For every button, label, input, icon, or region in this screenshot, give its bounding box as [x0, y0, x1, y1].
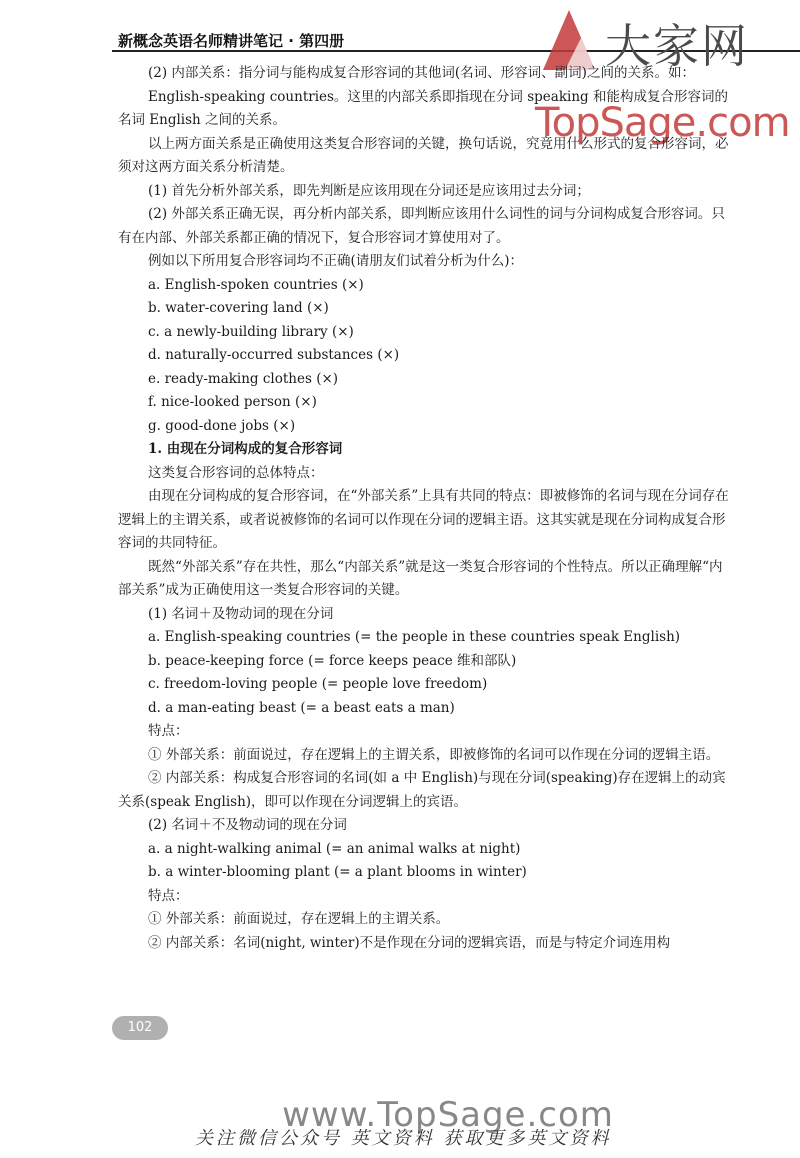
list-item: d. naturally-occurred substances (×)	[148, 347, 400, 363]
footer-note: 关注微信公众号 英文资料 获取更多英文资料	[195, 1128, 612, 1149]
list-item: a. English-speaking countries (= the people in these countries speak English)	[148, 629, 681, 645]
page-body	[118, 62, 730, 955]
list-item: a. a night-walking animal (= an animal walks at night)	[148, 840, 521, 857]
list-item: a. English-spoken countries (×)	[148, 276, 364, 293]
feature-internal: ② 内部关系：构成复合形容词的名词(如 a 中 English)与现在分词(speaking)存在逻辑上的动宾关系(speak English)，即可以作现在分词逻辑上的宾语。	[118, 770, 726, 810]
logo-url-text: TopSage.com	[535, 100, 790, 146]
paragraph-wrong-intro: 例如以下所用复合形容词均不正确(请朋友们试着分析为什么)：	[148, 253, 524, 269]
paragraph-example-explanation: English-speaking countries。这里的内部关系即指现在分词 speaking 和能构成复合形容词的名词 English 之间的关系。	[118, 88, 728, 128]
features-label: 特点：	[148, 887, 189, 904]
footer-url: www.TopSage.com	[282, 1095, 614, 1135]
features-label: 特点：	[148, 723, 189, 739]
logo-brand-text: 大家网	[605, 19, 749, 73]
list-item: b. water-covering land (×)	[148, 300, 329, 316]
feature-internal: ② 内部关系：名词(night, winter)不是作现在分词的逻辑宾语，而是与特定介词连用构	[148, 934, 671, 951]
paragraph-overall-features: 这类复合形容词的总体特点：	[148, 464, 324, 481]
paragraph-internal-key: 既然“外部关系”存在共性，那么“内部关系”就是这一类复合形容词的个性特点。所以正确理解“内部关系”成为正确使用这一类复合形容词的关键。	[118, 558, 723, 598]
paragraph-step-2: (2) 外部关系正确无误，再分析内部关系，即判断应该用什么词性的词与分词构成复合形容词。只有在内部、外部关系都正确的情况下，复合形容词才算使用对了。	[118, 206, 725, 246]
subheading-intransitive: (2) 名词＋不及物动词的现在分词	[148, 817, 347, 833]
paragraph-external-common: 由现在分词构成的复合形容词，在“外部关系”上具有共同的特点：即被修饰的名词与现在分词存在逻辑上的主谓关系，或者说被修饰的名词可以作现在分词的逻辑主语。这其实就是现在分词构成复合形容词的共同特征。	[118, 488, 729, 551]
list-item: b. peace-keeping force (= force keeps peace 维和部队)	[148, 652, 517, 669]
section-heading: 1. 由现在分词构成的复合形容词	[148, 441, 343, 457]
feature-external: ① 外部关系：前面说过，存在逻辑上的主谓关系，即被修饰的名词可以作现在分词的逻辑主语。	[148, 746, 720, 763]
list-item: c. a newly-building library (×)	[148, 323, 354, 340]
list-item: b. a winter-blooming plant (= a plant blooms in winter)	[148, 864, 527, 880]
list-item: c. freedom-loving people (= people love freedom)	[148, 676, 488, 692]
subheading-transitive: (1) 名词＋及物动词的现在分词	[148, 605, 334, 622]
paragraph-key-point: 以上两方面关系是正确使用这类复合形容词的关键，换句话说，究竟用什么形式的复合形容词，必须对这两方面关系分析清楚。	[118, 135, 729, 175]
page-number-badge: 102	[112, 1016, 168, 1040]
list-item: g. good-done jobs (×)	[148, 417, 296, 434]
paragraph-internal-relation: (2) 内部关系：指分词与能构成复合形容词的其他词(名词、形容词、副词)之间的关系。如：	[148, 65, 695, 81]
paragraph-step-1: (1) 首先分析外部关系，即先判断是应该用现在分词还是应该用过去分词；	[148, 182, 590, 199]
list-item: e. ready-making clothes (×)	[148, 370, 339, 387]
running-header: 新概念英语名师精讲笔记 · 第四册	[118, 32, 345, 50]
feature-external: ① 外部关系：前面说过，存在逻辑上的主谓关系。	[148, 911, 450, 927]
list-item: f. nice-looked person (×)	[148, 394, 317, 410]
list-item: d. a man-eating beast (= a beast eats a man)	[148, 699, 455, 716]
